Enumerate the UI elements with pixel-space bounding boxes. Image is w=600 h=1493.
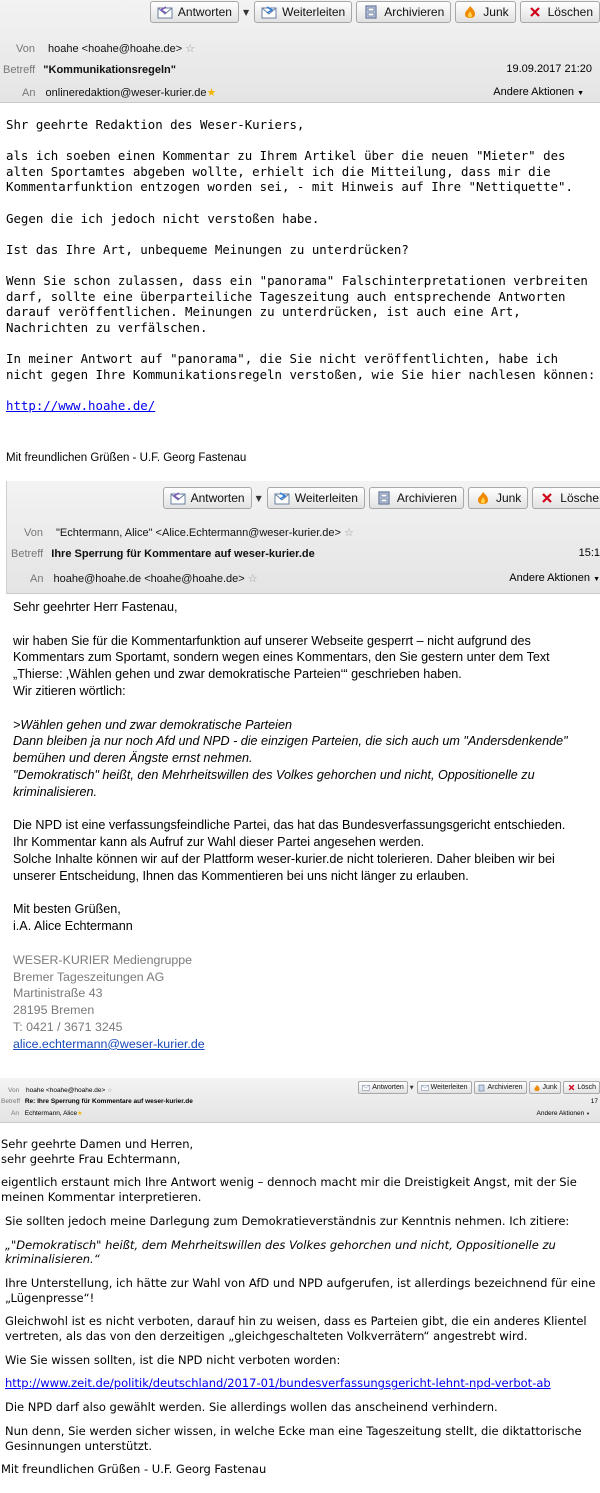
greeting: Sehr geehrter Herr Fastenau, bbox=[13, 600, 178, 614]
star-icon[interactable]: ★ bbox=[206, 87, 217, 99]
delete-button[interactable]: Löschen bbox=[520, 1, 600, 23]
from-label: Von bbox=[24, 527, 43, 539]
subject-value: Ihre Sperrung für Kommentare auf weser-kurier.de bbox=[51, 548, 315, 560]
message-toolbar bbox=[163, 487, 600, 509]
star-icon[interactable]: ☆ bbox=[344, 527, 354, 539]
reply-dropdown-icon[interactable]: ▼ bbox=[255, 493, 262, 503]
body-paragraph: Nun denn, Sie werden sicher wissen, in welche Ecke man eine Tageszeitung stellt, die diktattorische Gesinnungen unterstützt. bbox=[5, 1423, 582, 1453]
junk-flame-icon bbox=[533, 1084, 541, 1092]
chevron-down-icon: ▼ bbox=[577, 90, 584, 97]
email-link[interactable]: alice.echtermann@weser-kurier.de bbox=[13, 1036, 205, 1051]
closing: Mit besten Grüßen, i.A. Alice Echtermann bbox=[13, 902, 133, 934]
from-row bbox=[24, 526, 354, 539]
reply-button[interactable]: Antworten bbox=[358, 1081, 408, 1094]
quote-line: Dann bleiben ja nur noch Afd und NPD - die einzigen Parteien, die sich auch um "Andersdenkende" bemühen und deren Ängste ernst nehmen. bbox=[13, 734, 568, 766]
message-body bbox=[13, 599, 593, 1053]
chevron-down-icon: ▼ bbox=[593, 576, 600, 583]
quote-line: "Demokratisch" heißt, den Mehrheitswillen des Volkes gehorchen und nicht, Oppositionelle zu kriminalisieren. bbox=[13, 767, 535, 799]
body-paragraph: eigentlich erstaunt mich Ihre Antwort wenig – dennoch macht mir die Dreistigkeit Angst, mit der Sie meinen Kommentar interpretieren. bbox=[1, 1175, 577, 1205]
body-paragraph: Wenn Sie schon zulassen, dass ein "panorama" Falschinterpretationen verbreiten darf, sollte eine überparteiliche Tageszeitung auch entsprechende Antworten darauf veröffentlichen. Meinungen zu unterdrücken, ist auch eine Art, Nachrichten zu verfälschen. bbox=[6, 272, 588, 335]
envelope-forward-icon bbox=[274, 491, 290, 505]
archive-button[interactable]: Archivieren bbox=[356, 1, 451, 23]
delete-x-icon bbox=[539, 491, 555, 505]
forward-button[interactable]: Weiterleiten bbox=[254, 1, 352, 23]
junk-button[interactable]: Junk bbox=[455, 1, 515, 23]
body-paragraph: Gleichwohl ist es nicht verboten, darauf hin zu weisen, dass es Parteien gibt, die ein anderes Klientel vertreten, als das von den derzeitigen „gleichgeschalteten Volkverrätern“ angestrebt wird. bbox=[5, 1314, 587, 1344]
from-label: Von bbox=[16, 43, 35, 55]
body-paragraph: Gegen die ich jedoch nicht verstoßen habe. bbox=[6, 210, 320, 226]
subject-value: "Kommunikationsregeln" bbox=[43, 64, 176, 76]
body-paragraph: Wir zitieren wörtlich: bbox=[13, 683, 126, 698]
body-paragraph: Wie Sie wissen sollten, ist die NPD nicht verboten worden: bbox=[5, 1352, 341, 1367]
zeit-article-link[interactable]: http://www.zeit.de/politik/deutschland/2017-01/bundesverfassungsgericht-lehnt-npd-verbot-ab bbox=[5, 1376, 551, 1391]
body-paragraph: Ihre Unterstellung, ich hätte zur Wahl von AfD und NPD aufgerufen, ist allerdings bezeichnend für eine „Lügenpresse“! bbox=[5, 1275, 596, 1305]
message-body bbox=[0, 1137, 600, 1477]
to-row: An Echtermann, Alice★ bbox=[11, 1110, 83, 1117]
email-message-1 bbox=[0, 0, 600, 478]
delete-x-icon bbox=[567, 1084, 575, 1092]
to-row bbox=[22, 86, 216, 99]
envelope-reply-icon bbox=[157, 5, 173, 19]
junk-button[interactable]: Junk bbox=[529, 1081, 562, 1094]
reply-dropdown-icon[interactable]: ▼ bbox=[242, 7, 250, 17]
archive-button[interactable]: Archivieren bbox=[369, 487, 464, 509]
junk-flame-icon bbox=[462, 5, 478, 19]
to-value[interactable]: Echtermann, Alice bbox=[24, 1110, 78, 1117]
to-value[interactable]: onlineredaktion@weser-kurier.de bbox=[45, 87, 207, 99]
company-signature: WESER-KURIER Mediengruppe Bremer Tageszeitungen AG Martinistraße 43 28195 Bremen T: 0421 / 3671 3245 alice.echtermann@weser-kurier.de bbox=[13, 952, 205, 1051]
email-message-2 bbox=[0, 478, 600, 1078]
delete-button[interactable]: Lösch bbox=[563, 1081, 600, 1094]
subject-label: Betreff bbox=[11, 548, 44, 560]
subject-value: Re: Ihre Sperrung für Kommentare auf weser-kurier.de bbox=[24, 1098, 193, 1105]
from-value[interactable]: hoahe <hoahe@hoahe.de> bbox=[48, 43, 183, 55]
greeting: Sehr geehrte Damen und Herren, sehr geehrte Frau Echtermann, bbox=[1, 1137, 194, 1166]
signature: Mit freundlichen Grüßen - U.F. Georg Fastenau bbox=[6, 452, 247, 464]
archive-icon bbox=[363, 5, 379, 19]
quote-line: >Wählen gehen und zwar demokratische Parteien bbox=[13, 717, 292, 732]
email-message-3 bbox=[0, 1078, 600, 1493]
date: 15:1 bbox=[578, 547, 600, 559]
subject-label: Betreff bbox=[3, 64, 36, 76]
message-toolbar bbox=[358, 1081, 600, 1094]
from-value[interactable]: hoahe <hoahe@hoahe.de> bbox=[26, 1087, 106, 1094]
star-icon[interactable]: ★ bbox=[77, 1111, 83, 1117]
date: 19.09.2017 21:20 bbox=[506, 63, 592, 75]
star-icon[interactable]: ☆ bbox=[185, 43, 196, 55]
quoted-comment bbox=[13, 717, 593, 801]
subject-row bbox=[3, 64, 176, 76]
forward-button[interactable]: Weiterleiten bbox=[267, 487, 365, 509]
junk-flame-icon bbox=[475, 491, 491, 505]
other-actions-menu[interactable]: Andere Aktionen ▼ bbox=[493, 86, 584, 98]
chevron-down-icon: ▼ bbox=[586, 1111, 590, 1116]
from-row: Von hoahe <hoahe@hoahe.de> ☆ bbox=[8, 1087, 113, 1094]
subject-row bbox=[11, 548, 315, 560]
signature: Mit freundlichen Grüßen - U.F. Georg Fastenau bbox=[1, 1462, 267, 1477]
website-link[interactable]: http://www.hoahe.de/ bbox=[6, 397, 156, 413]
delete-button[interactable]: Lösche bbox=[532, 487, 600, 509]
archive-icon bbox=[376, 491, 392, 505]
envelope-reply-icon bbox=[170, 491, 186, 505]
delete-x-icon bbox=[527, 5, 543, 19]
to-row bbox=[30, 572, 258, 585]
reply-button[interactable]: Antworten bbox=[150, 1, 239, 23]
junk-button[interactable]: Junk bbox=[468, 487, 528, 509]
message-toolbar bbox=[150, 1, 600, 23]
other-actions-menu[interactable]: Andere Aktionen ▼ bbox=[536, 1110, 590, 1117]
to-label: An bbox=[30, 573, 44, 585]
body-paragraph: Sie sollten jedoch meine Darlegung zum Demokratieverständnis zur Kenntnis nehmen. Ich zitiere: bbox=[5, 1213, 570, 1228]
body-paragraph: Ist das Ihre Art, unbequeme Meinungen zu unterdrücken? bbox=[6, 241, 409, 257]
reply-button[interactable]: Antworten bbox=[163, 487, 252, 509]
to-label: An bbox=[22, 87, 36, 99]
envelope-forward-icon bbox=[421, 1084, 429, 1092]
body-paragraph: Die NPD ist eine verfassungsfeindliche Partei, das hat das Bundesverfassungsgericht entschieden. Ihr Kommentar kann als Aufruf zur Wahl dieser Partei angesehen werden. Solche Inhalte können wir auf der Plattform weser-kurier.de nicht tolerieren. Daher bleiben wir bei unserer Entscheidung, Ihnen das Kommentieren bei uns nicht länger zu erlauben. bbox=[13, 818, 566, 883]
envelope-forward-icon bbox=[261, 5, 277, 19]
star-icon[interactable]: ☆ bbox=[107, 1088, 113, 1094]
other-actions-menu[interactable]: Andere Aktionen ▼ bbox=[509, 572, 600, 584]
archive-icon bbox=[478, 1084, 486, 1092]
body-paragraph: als ich soeben einen Kommentar zu Ihrem Artikel über die neuen "Mieter" des alten Sportamtes abgeben wollte, erhielt ich die Mitteilung, dass mir die Kommentarfunktion entzogen worden sei, - mit Hinweis auf Ihre "Nettiquette". bbox=[6, 148, 573, 195]
envelope-reply-icon bbox=[362, 1084, 370, 1092]
reply-dropdown-icon[interactable]: ▼ bbox=[409, 1084, 414, 1091]
archive-button[interactable]: Archivieren bbox=[474, 1081, 527, 1094]
body-paragraph: Shr geehrte Redaktion des Weser-Kuriers, bbox=[6, 117, 305, 132]
star-icon[interactable]: ☆ bbox=[247, 573, 258, 585]
from-value[interactable]: "Echtermann, Alice" <Alice.Echtermann@weser-kurier.de> bbox=[56, 527, 341, 539]
date: 17 bbox=[590, 1098, 598, 1105]
from-row bbox=[16, 42, 195, 55]
message-body bbox=[6, 117, 596, 429]
message-header bbox=[0, 1078, 600, 1123]
body-paragraph: wir haben Sie für die Kommentarfunktion auf unserer Webseite gesperrt – nicht aufgrund des Kommentars zum Sportamt, sondern wegen eines Kommentars, den Sie gestern unter dem Text „Thierse: ‚Wählen gehen und zwar demokratische Parteien‘“ geschrieben haben. bbox=[13, 633, 550, 682]
forward-button[interactable]: Weiterleiten bbox=[417, 1081, 472, 1094]
message-header bbox=[6, 481, 600, 594]
body-paragraph: Die NPD darf also gewählt werden. Sie allerdings wollen das anscheinend verhindern. bbox=[5, 1400, 498, 1415]
message-header bbox=[0, 0, 600, 103]
body-paragraph: In meiner Antwort auf "panorama", die Sie nicht veröffentlichten, habe ich nicht gegen Ihre Kommunikationsregeln verstoßen, wie Sie hier nachlesen können: bbox=[6, 350, 596, 382]
quoted-comment: „"Demokratisch" heißt, dem Mehrheitswillen des Volkes gehorchen und nicht, Oppositionelle zu kriminalisieren.“ bbox=[5, 1237, 556, 1267]
subject-row: Betreff Re: Ihre Sperrung für Kommentare auf weser-kurier.de bbox=[1, 1098, 193, 1105]
to-value[interactable]: hoahe@hoahe.de <hoahe@hoahe.de> bbox=[53, 573, 245, 585]
